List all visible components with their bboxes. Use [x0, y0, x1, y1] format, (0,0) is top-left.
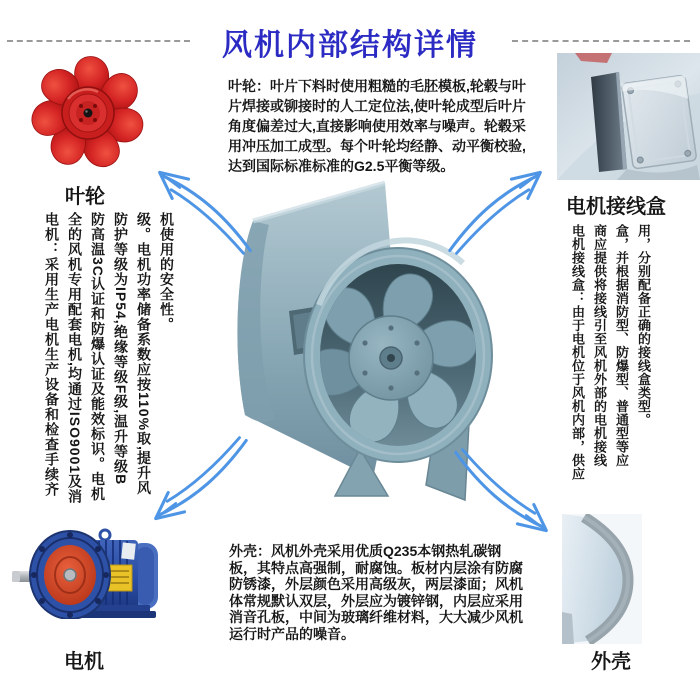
- casing-caption: 外壳: [591, 651, 631, 673]
- header-divider-right: [512, 40, 690, 42]
- junction-box-description: 电机接线盒：由于电机位于风机内部，供应商应提供将接线引至风机外部的电机接线盒，并根据消防型、防爆型、普通型等应用，分别配备正确的接线盒类型。: [570, 224, 651, 481]
- casing-photo: [562, 514, 642, 644]
- arrow-to-junction-box: [444, 165, 550, 255]
- motor-caption: 电机: [64, 651, 104, 673]
- arrow-to-casing: [450, 448, 556, 538]
- casing-description: 外壳：风机外壳采用优质Q235本钢热轧碳钢板，其特点高强制，耐腐蚀。板材内层涂有防腐防锈漆，外层颜色采用高级灰，两层漆面；风机体常规默认双层，外层应为镀锌钢，内层应采用消音孔板，中间为玻璃纤维材料，大大减少风机运行时产品的噪音。: [229, 543, 523, 642]
- motor-photo: [10, 527, 158, 619]
- junction-box-caption: 电机接线盒: [566, 196, 666, 218]
- junction-box-photo: [557, 53, 700, 180]
- arrow-to-motor: [146, 436, 252, 526]
- motor-description: 电机：采用生产电机生产设备和检查手续齐全的风机专用配套电机,均通过ISO9001及消防高温3C认证和防爆认证及能效标识。电机防护等级为IP54,绝缘等级F级,温升等级B级。电机功率储备系数应按110%取,提升风机使用的安全性。: [44, 212, 175, 505]
- page-title: 风机内部结构详情: [222, 29, 478, 62]
- impeller-caption: 叶轮: [65, 186, 105, 208]
- impeller-description: 叶轮：叶片下料时使用粗糙的毛胚模板,轮毂与叶片焊接或铆接时的人工定位法,使叶轮成型后叶片角度偏差过大,直接影响使用效率与噪声。轮毂采用冲压加工成型。每个叶轮均经静、动平衡校验,达到国际标准标准的G2.5平衡等级。: [228, 78, 526, 174]
- arrow-to-impeller: [150, 165, 256, 255]
- impeller-photo: [28, 56, 158, 174]
